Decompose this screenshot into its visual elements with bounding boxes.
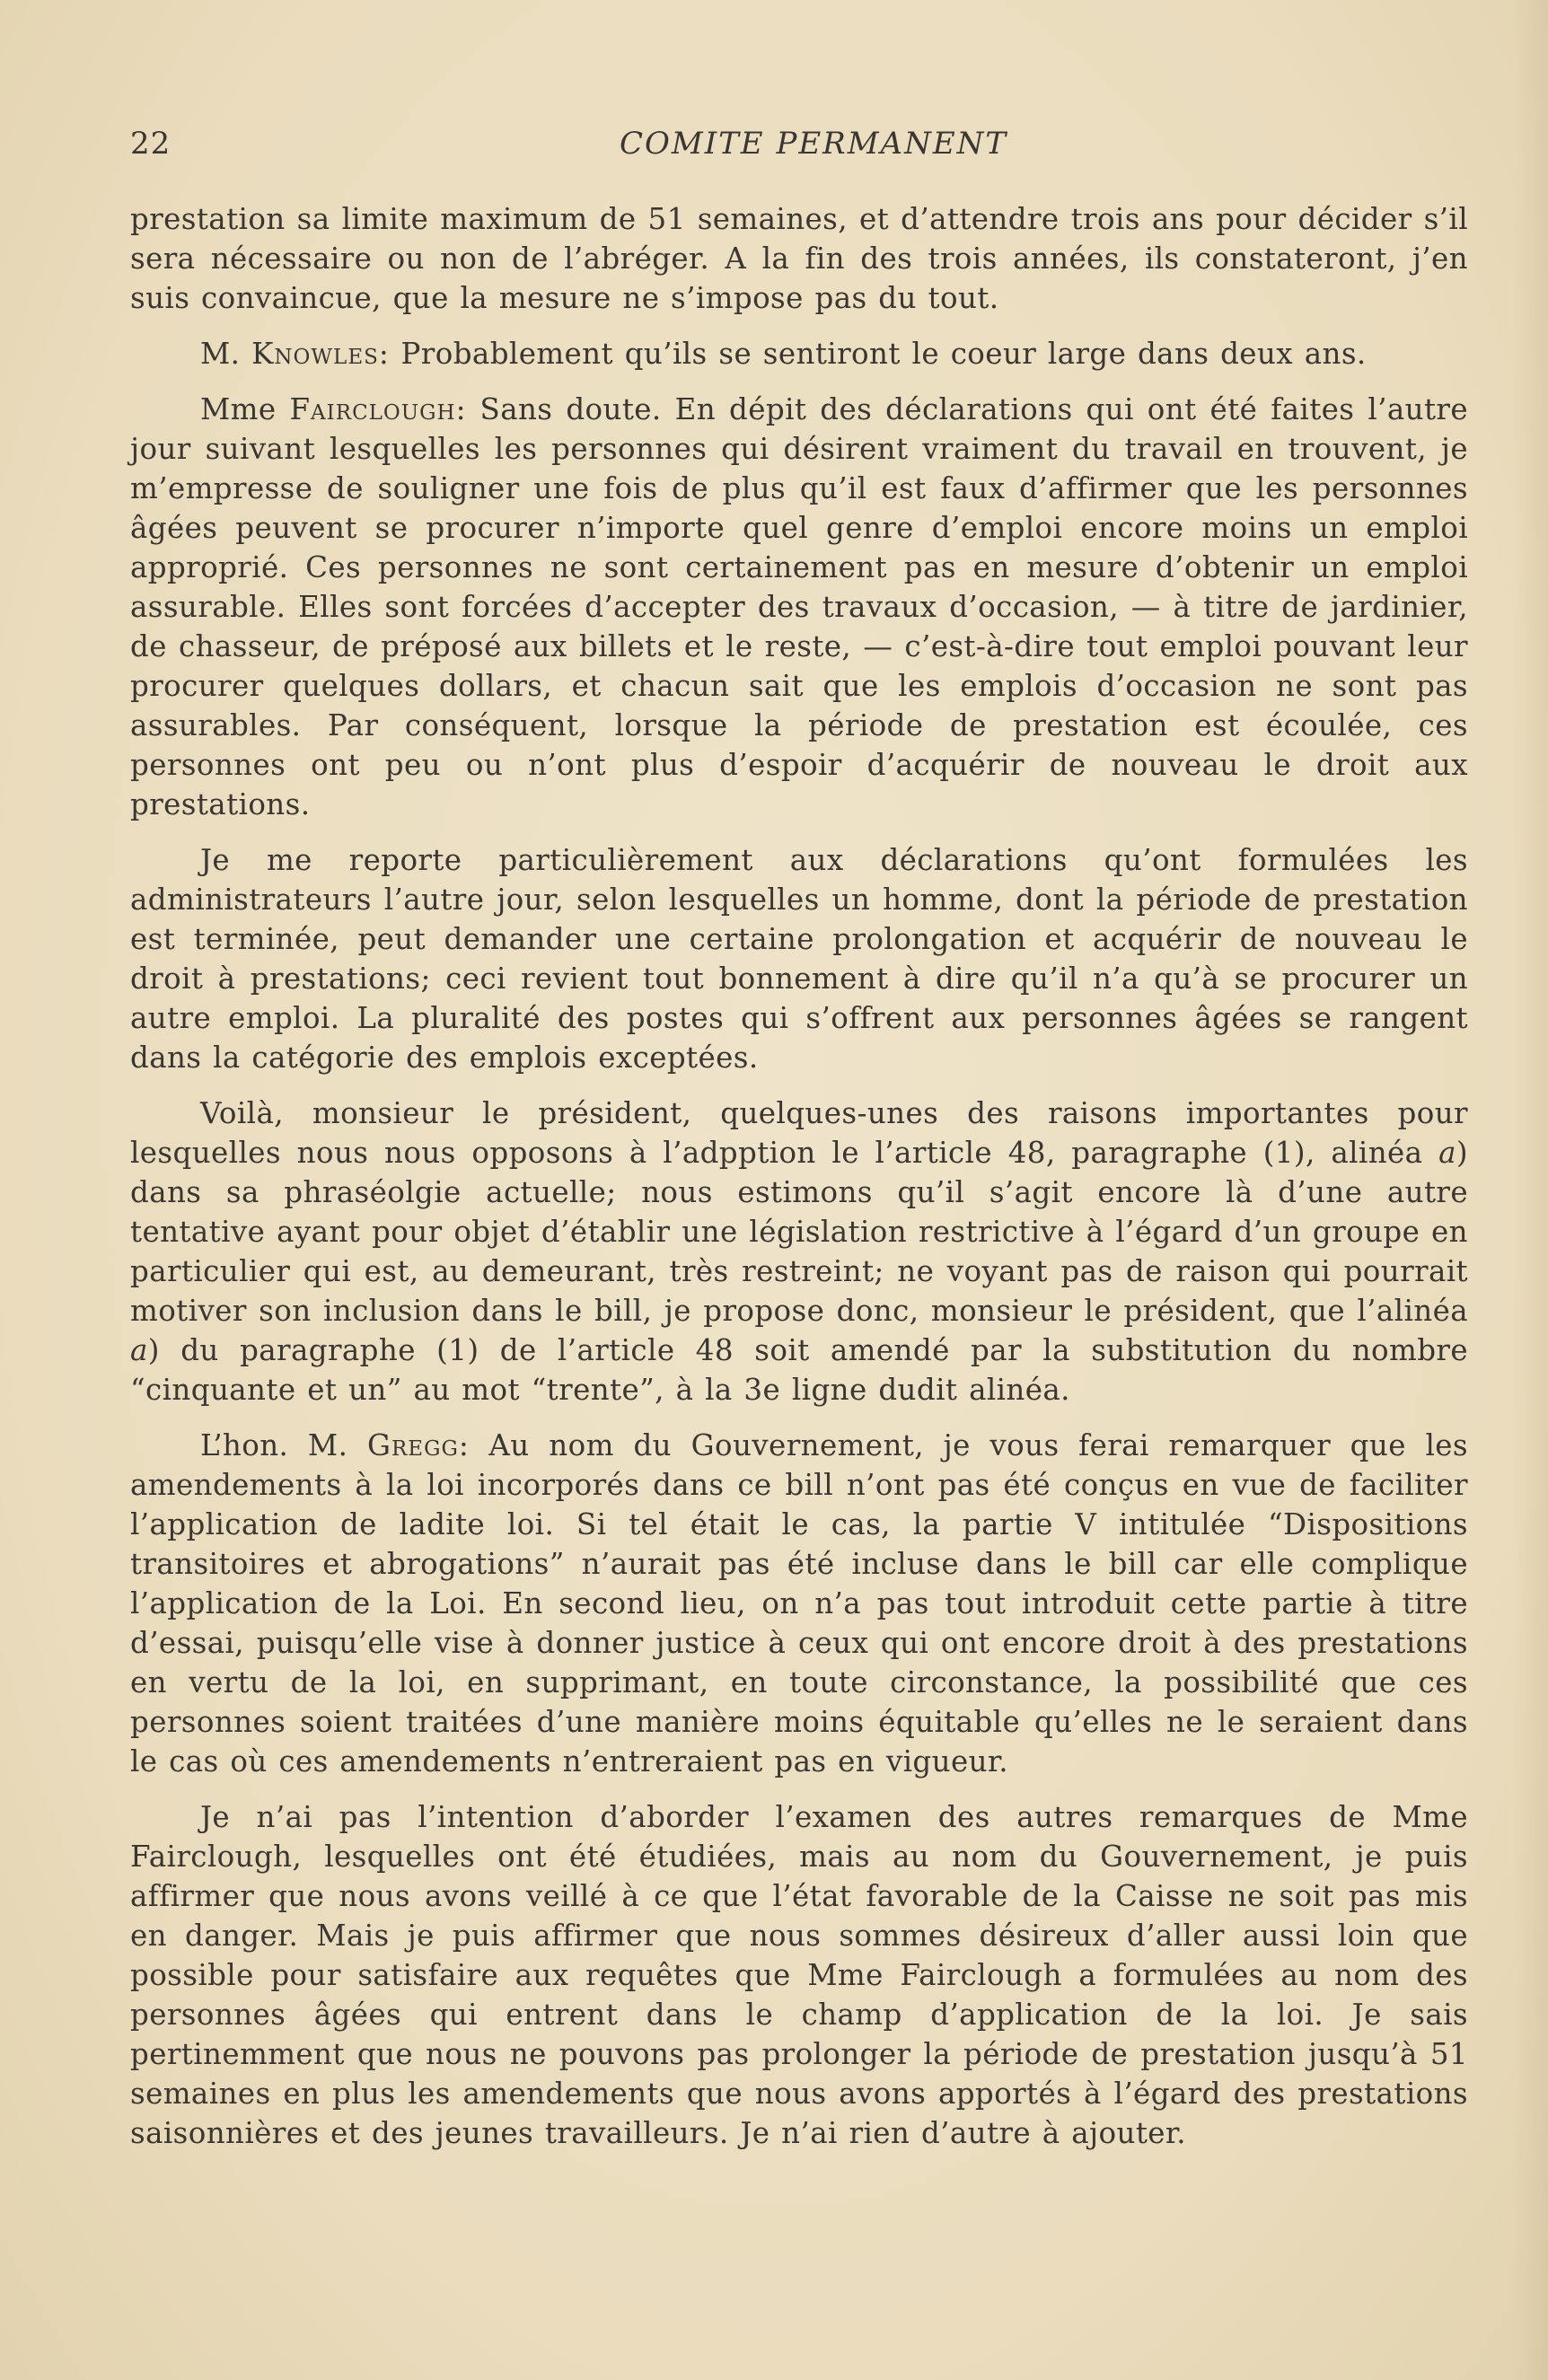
paragraph-text: Au nom du Gouvernement, je vous ferai remarquer que les amendements à la loi incorporés dans ce bill n’ont pas été conçus en vue de faciliter l’application de ladite loi. Si tel était le cas, la partie V intitulée “Dispositions transitoires et abrogations” n’aurait pas été incluse dans le bill car elle complique l’application de la Loi. En second lieu, on n’a pas tout introduit cette partie à titre d’essai, puisqu’elle vise à donner justice à ceux qui ont encore droit à des prestations en vertu de la loi, en supprimant, en toute circonstance, la possibilité que ces personnes soient traitées d’une manière moins équitable qu’elles ne le seraient dans le cas où ces amendements n’entreraient pas en vigueur.	[130, 1428, 1468, 1778]
running-title: COMITE PERMANENT	[620, 126, 1008, 162]
paragraph-knowles	[130, 334, 1468, 373]
speaker-prefix: L’hon. M.	[200, 1428, 367, 1462]
paragraph-text: ) du paragraphe (1) de l’article 48 soit amendé par la substitution du nombre “cinquante et un” au mot “trente”, à la 3e ligne dudit alinéa.	[130, 1333, 1468, 1407]
italic-letter: a	[1438, 1136, 1456, 1170]
speaker-name: Knowles:	[251, 337, 390, 371]
italic-letter: a	[130, 1333, 148, 1367]
page-header	[130, 126, 1477, 171]
paragraph-reporte	[130, 840, 1468, 1077]
speaker-name: Gregg:	[367, 1428, 470, 1462]
paragraph-text: Probablement qu’ils se sentiront le coeur large dans deux ans.	[389, 337, 1367, 371]
page-number: 22	[130, 126, 172, 162]
paragraph-text: Je me reporte particulièrement aux déclarations qu’ont formulées les administrateurs l’autre jour, selon lesquelles un homme, dont la période de prestation est terminée, peut demander une certaine prolongation et acquérir de nouveau le droit à prestations; ceci revient tout bonnement à dire qu’il n’a qu’à se procurer un autre emploi. La pluralité des postes qui s’offrent aux personnes âgées se rangent dans la catégorie des emplois exceptées.	[130, 843, 1468, 1075]
paragraph-text: Sans doute. En dépit des déclarations qui ont été faites l’autre jour suivant lesquelles les personnes qui désirent vraiment du travail en trouvent, je m’empresse de souligner une fois de plus qu’il est faux d’affirmer que les personnes âgées peuvent se procurer n’importe quel genre d’emploi encore moins un emploi approprié. Ces personnes ne sont certainement pas en mesure d’obtenir un emploi assurable. Elles sont forcées d’accepter des travaux d’occasion, — à titre de jardinier, de chasseur, de préposé aux billets et le reste, — c’est-à-dire tout emploi pouvant leur procurer quelques dollars, et chacun sait que les emplois d’occasion ne sont pas assurables. Par conséquent, lorsque la période de prestation est écoulée, ces personnes ont peu ou n’ont plus d’espoir d’acquérir de nouveau le droit aux prestations.	[130, 392, 1468, 821]
paragraph-text: Je n’ai pas l’intention d’aborder l’examen des autres remarques de Mme Fairclough, lesquelles ont été étudiées, mais au nom du Gouvernement, je puis affirmer que nous avons veillé à ce que l’état favorable de la Caisse ne soit pas mis en danger. Mais je puis affirmer que nous sommes désireux d’aller aussi loin que possible pour satisfaire aux requêtes que Mme Fairclough a formulées au nom des personnes âgées qui entrent dans le champ d’application de la loi. Je sais pertinemment que nous ne pouvons pas prolonger la période de prestation jusqu’à 51 semaines en plus les amendements que nous avons apportés à l’égard des prestations saisonnières et des jeunes travailleurs. Je n’ai rien d’autre à ajouter.	[130, 1800, 1468, 2150]
speaker-name: Fairclough:	[289, 392, 467, 426]
body-text	[130, 199, 1468, 2169]
paragraph-voila	[130, 1093, 1468, 1410]
paragraph-text: ) dans sa phraséolgie actuelle; nous estimons qu’il s’agit encore là d’une autre tentative ayant pour objet d’établir une législation restrictive à l’égard d’un groupe en particulier qui est, au demeurant, très restreint; ne voyant pas de raison qui pourrait motiver son inclusion dans le bill, je propose donc, monsieur le président, que l’alinéa	[130, 1136, 1468, 1328]
page-edge-shading	[1512, 0, 1548, 2380]
speaker-prefix: M.	[200, 337, 252, 371]
speaker-prefix: Mme	[200, 392, 290, 426]
paragraph-text: Voilà, monsieur le président, quelques-unes des raisons importantes pour lesquelles nous nous opposons à l’adpption le l’article 48, paragraphe (1), alinéa	[130, 1096, 1468, 1170]
paragraph-text: prestation sa limite maximum de 51 semaines, et d’attendre trois ans pour décider s’il sera nécessaire ou non de l’abréger. A la fin des trois années, ils constateront, j’en suis convaincue, que la mesure ne s’impose pas du tout.	[130, 202, 1468, 315]
paragraph-gregg	[130, 1426, 1468, 1781]
paragraph-intention	[130, 1797, 1468, 2153]
paragraph-continuation	[130, 199, 1468, 318]
paragraph-fairclough	[130, 390, 1468, 824]
